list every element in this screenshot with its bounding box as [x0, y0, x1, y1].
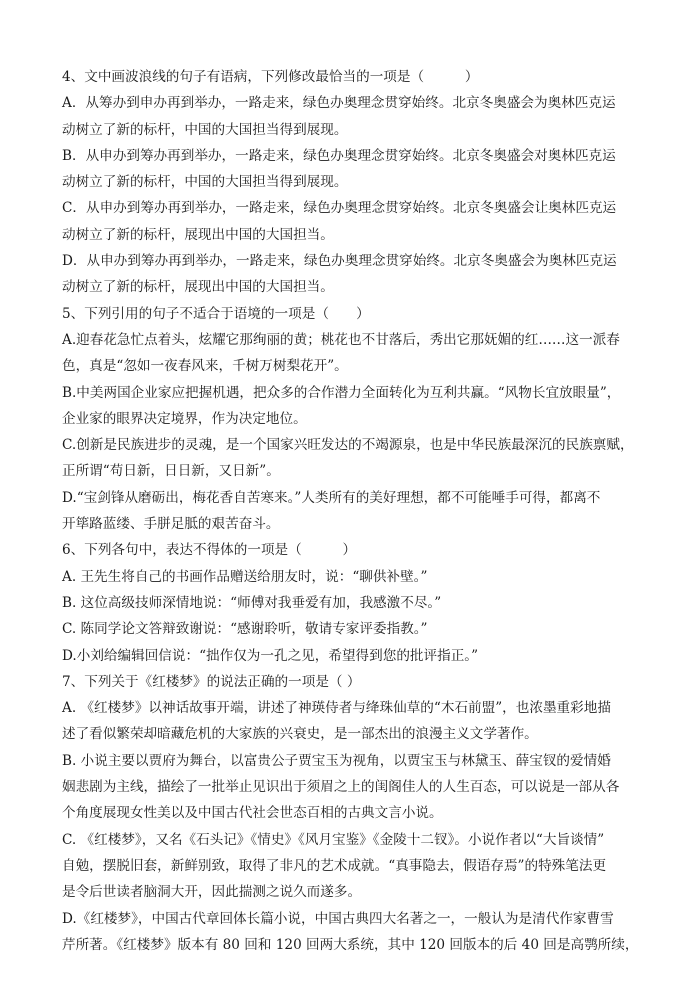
question-6: [62, 537, 638, 668]
option-6c: C. 陈同学论文答辩致谢说：“感谢聆听，敬请专家评委指教。”: [62, 621, 428, 638]
option-4a-line-1: A．从筹办到申办再到举办，一路走来，绿色办奥理念贯穿始终。北京冬奥盛会为奥林匹克运: [62, 95, 616, 112]
option-4c-line-2: 动树立了新的标杆，展现出中国的大国担当。: [62, 226, 334, 243]
option-7a-line-1: A. 《红楼梦》以神话故事开端，讲述了神瑛侍者与绛珠仙草的“木石前盟”，也浓墨重彩地描: [62, 700, 611, 717]
option-7c-line-3: 是令后世读者脑洞大开，因此揣测之说久而遂多。: [62, 884, 362, 901]
option-7b-line-3: 个角度展现女性美以及中国古代社会世态百相的古典文言小说。: [62, 805, 443, 822]
option-5b-line-1: B.中美两国企业家应把握机遇，把众多的合作潜力全面转化为互利共赢。“风物长宜放眼量”，: [62, 384, 621, 401]
option-6a: A. 王先生将自己的书画作品赠送给朋友时，说：“聊供补壁。”: [62, 568, 428, 585]
question-5: [62, 301, 638, 538]
option-7a-line-2: 述了看似繁荣却暗藏危机的大家族的兴衰史，是一部杰出的浪漫主义文学著作。: [62, 726, 538, 743]
option-4b-line-1: B．从申办到筹办再到举办，一路走来，绿色办奥理念贯穿始终。北京冬奥盛会对奥林匹克运: [62, 147, 616, 164]
option-7d-line-1: D.《红楼梦》，中国古代章回体长篇小说，中国古典四大名著之一，一般认为是清代作家曹雪: [62, 910, 614, 927]
question-4: [62, 64, 638, 301]
option-5c-line-1: C.创新是民族进步的灵魂，是一个国家兴旺发达的不竭源泉，也是中华民族最深沉的民族禀赋，: [62, 437, 634, 454]
option-7b-line-1: B. 小说主要以贾府为舞台，以富贵公子贾宝玉为视角，以贾宝玉与林黛玉、薛宝钗的爱情婚: [62, 752, 611, 769]
option-4c-line-1: C．从申办到筹办再到举办，一路走来，绿色办奥理念贯穿始终。北京冬奥盛会让奥林匹克运: [62, 200, 617, 217]
option-4d-line-2: 动树立了新的标杆，展现出中国的大国担当。: [62, 279, 334, 296]
option-4d-line-1: D．从申办到筹办再到举办，一路走来，绿色办奥理念贯穿始终。北京冬奥盛会为奥林匹克运: [62, 253, 617, 270]
question-6-stem: 6、下列各句中，表达不得体的一项是（ ）: [62, 542, 357, 559]
option-7b-line-2: 姻悲剧为主线，描绘了一批举止见识出于须眉之上的闺阁佳人的人生百态，可以说是一部从各: [62, 779, 620, 796]
option-5d-line-2: 开筚路蓝缕、手胼足胝的艰苦奋斗。: [62, 516, 280, 533]
option-5c-line-2: 正所谓“苟日新，日日新，又日新”。: [62, 463, 280, 480]
option-5a-line-2: 色，真是“忽如一夜春风来，千树万树梨花开”。: [62, 358, 348, 375]
question-7-stem: 7、下列关于《红楼梦》的说法正确的一项是（ ）: [62, 673, 361, 690]
option-5d-line-1: D.“宝剑锋从磨砺出，梅花香自苦寒来。”人类所有的美好理想，都不可能唾手可得，都离不: [62, 489, 601, 506]
option-5a-line-1: A.迎春花急忙点着头，炫耀它那绚丽的黄；桃花也不甘落后，秀出它那妩媚的红……这一派春: [62, 331, 620, 348]
question-4-stem: 4、文中画波浪线的句子有语病，下列修改最恰当的一项是（ ）: [62, 69, 479, 85]
option-5b-line-2: 企业家的眼界决定境界，作为决定地位。: [62, 410, 307, 427]
option-7c-line-1: C. 《红楼梦》，又名《石头记》《情史》《风月宝鉴》《金陵十二钗》。小说作者以“大旨谈情”: [62, 831, 605, 848]
option-7d-line-2: 芹所著。《红楼梦》版本有 80 回和 120 回两大系统，其中 120 回版本的后 40 回是高鹗所续，: [62, 936, 639, 953]
question-5-stem: 5、下列引用的句子不适合于语境的一项是（ ）: [62, 305, 370, 322]
exam-page: [62, 64, 638, 958]
option-7c-line-2: 自勉，摆脱旧套，新鲜别致，取得了非凡的艺术成就。“真事隐去，假语存焉”的特殊笔法更: [62, 857, 607, 874]
option-6b: B. 这位高级技师深情地说：“师傅对我垂爱有加，我感激不尽。”: [62, 594, 442, 611]
option-4b-line-2: 动树立了新的标杆，中国的大国担当得到展现。: [62, 174, 348, 191]
option-4a-line-2: 动树立了新的标杆，中国的大国担当得到展现。: [62, 121, 348, 138]
option-6d: D.小刘给编辑回信说：“拙作仅为一孔之见，希望得到您的批评指正。”: [62, 647, 479, 664]
question-7: [62, 669, 638, 958]
